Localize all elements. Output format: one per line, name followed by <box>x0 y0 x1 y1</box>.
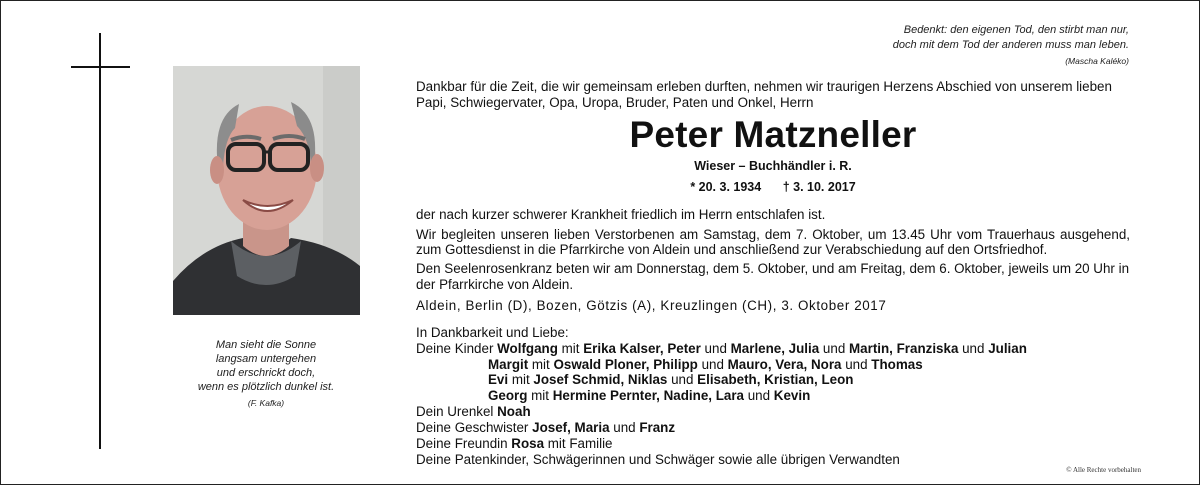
urenkel-label: Dein Urenkel <box>416 404 494 420</box>
family-member-name: Josef Schmid, Niklas <box>533 372 668 388</box>
connector-text: und <box>819 340 849 356</box>
family-member-name: Kevin <box>773 388 811 404</box>
deceased-name: Peter Matzneller <box>629 114 917 156</box>
family-member-name: Marlene, Julia <box>730 340 820 356</box>
urenkel-name: Noah <box>497 404 531 420</box>
connector-text: und <box>958 340 989 356</box>
family-member-name: Evi <box>488 372 509 388</box>
urenkel-row <box>416 404 1130 420</box>
family-member-name: Erika Kalser, Peter <box>583 340 701 356</box>
family-member-name: Wolfgang <box>497 340 558 356</box>
places-date: Aldein, Berlin (D), Bozen, Götzis (A), Kreuzlingen (CH), 3. Oktober 2017 <box>416 298 887 314</box>
geschwister-label: Deine Geschwister <box>416 420 529 436</box>
portrait-photo <box>173 66 360 315</box>
connector-text: und <box>744 388 774 404</box>
family-member-name: Julian <box>988 340 1027 356</box>
freundin-label: Deine Freundin <box>416 436 508 452</box>
connector-text: mit <box>557 340 584 356</box>
quote-attribution: (Mascha Kaléko) <box>1065 56 1129 66</box>
family-list <box>416 325 1130 468</box>
quote-line: Man sieht die Sonne <box>215 339 317 351</box>
family-member-name: Oswald Ploner, Philipp <box>553 356 698 372</box>
family-member-name: Hermine Pernter, Nadine, Lara <box>552 388 744 404</box>
family-member-name: Elisabeth, Kristian, Leon <box>697 372 854 388</box>
deceased-subtitle: Wieser – Buchhändler i. R. <box>694 159 852 174</box>
quote-line: wenn es plötzlich dunkel ist. <box>197 381 335 393</box>
funeral-text: Wir begleiten unseren lieben Verstorbenen am Samstag, dem 7. Oktober, um 13.45 Uhr vom Trauerhaus ausgehend, zum Gottesdienst in die Pfarrkirche von Aldein und anschließend zur Verabschiedung auf den Ortsfriedhof. <box>416 226 1130 258</box>
quote-line: Bedenkt: den eigenen Tod, den stirbt man nur, <box>903 24 1129 36</box>
kinder-row <box>416 388 1130 404</box>
connector-text: mit <box>528 356 554 372</box>
geschwister-row <box>416 420 1130 436</box>
notice-body <box>416 79 1130 468</box>
death-text: der nach kurzer schwerer Krankheit friedlich im Herrn entschlafen ist. <box>416 207 826 223</box>
connector-text: mit <box>508 372 534 388</box>
kinder-row <box>416 341 1130 357</box>
quote-attribution: (F. Kafka) <box>247 398 285 408</box>
kinder-row <box>416 372 1130 388</box>
geschwister-name: Franz <box>639 420 676 436</box>
connector-text: und <box>667 372 698 388</box>
kinder-label: Deine Kinder <box>416 340 494 356</box>
patenkinder-row: Deine Patenkinder, Schwägerinnen und Schwäger sowie alle übrigen Verwandten <box>416 452 900 467</box>
death-date: † 3. 10. 2017 <box>782 180 856 195</box>
quote-line: langsam untergehen <box>215 353 317 365</box>
connector-text: mit <box>527 388 553 404</box>
family-member-name: Thomas <box>871 356 923 372</box>
connector-text: und <box>697 356 728 372</box>
geschwister-names: Josef, Maria <box>532 420 610 436</box>
family-member-name: Mauro, Vera, Nora <box>727 356 842 372</box>
freundin-name: Rosa <box>511 436 545 452</box>
copyright-notice: © Alle Rechte vorbehalten <box>1066 466 1141 474</box>
quote-line: doch mit dem Tod der anderen muss man leben. <box>892 39 1129 51</box>
freundin-suffix: mit Familie <box>547 436 613 452</box>
kinder-names <box>497 341 1027 356</box>
conjunction: und <box>613 420 636 436</box>
kinder-row <box>416 357 1130 373</box>
family-member-name: Margit <box>488 356 529 372</box>
life-dates <box>416 179 1130 195</box>
kafka-quote <box>150 338 382 410</box>
family-member-name: Georg <box>488 388 528 404</box>
intro-text: Dankbar für die Zeit, die wir gemeinsam erleben durften, nehmen wir traurigen Herzens Abschied von unserem lieben Papi, Schwiegervater, Opa, Uropa, Bruder, Paten und Onkel, Herrn <box>416 79 1112 110</box>
family-member-name: Martin, Franziska <box>849 340 959 356</box>
kaleko-quote <box>709 23 1129 68</box>
quote-line: und erschrickt doch, <box>216 367 316 379</box>
connector-text: und <box>700 340 731 356</box>
rosary-text: Den Seelenrosenkranz beten wir am Donnerstag, dem 5. Oktober, und am Freitag, dem 6. Oktober, jeweils um 20 Uhr in der Pfarrkirche von Aldein. <box>416 260 1130 292</box>
connector-text: und <box>841 356 872 372</box>
freundin-row <box>416 436 1130 452</box>
family-heading: In Dankbarkeit und Liebe: <box>416 324 569 340</box>
birth-date: * 20. 3. 1934 <box>690 180 762 195</box>
